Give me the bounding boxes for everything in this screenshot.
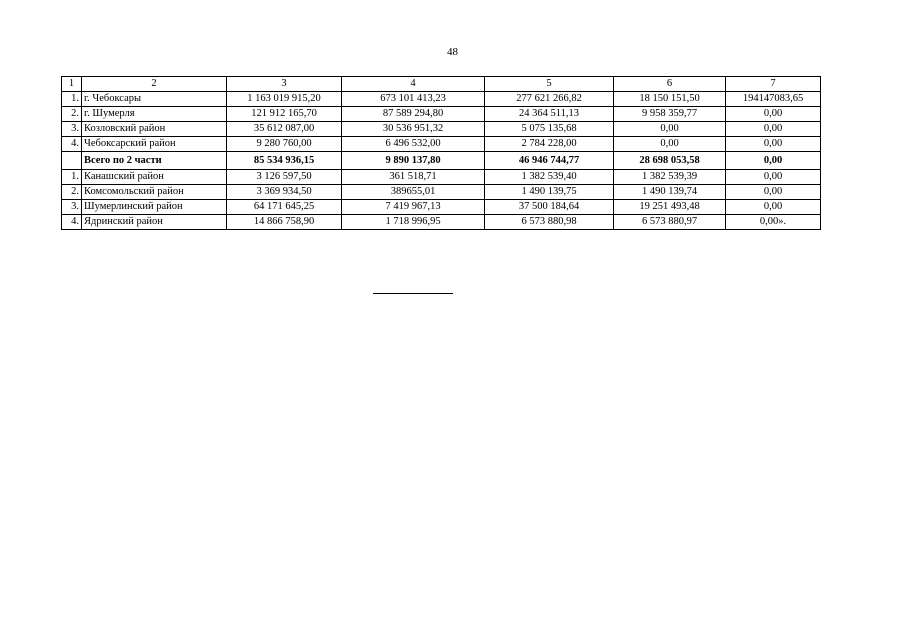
- cell-col5: 277 621 266,82: [485, 92, 614, 107]
- cell-col4: 6 496 532,00: [342, 137, 485, 152]
- cell-col5: 2 784 228,00: [485, 137, 614, 152]
- cell-col6: 0,00: [614, 137, 726, 152]
- cell-col5: 5 075 135,68: [485, 122, 614, 137]
- table-header-row: [62, 77, 821, 92]
- cell-col6: 9 958 359,77: [614, 107, 726, 122]
- cell-col4: 673 101 413,23: [342, 92, 485, 107]
- total-label: Всего по 2 части: [82, 152, 227, 170]
- total-col4: 9 890 137,80: [342, 152, 485, 170]
- table-row: [62, 185, 821, 200]
- row-number: 2.: [62, 185, 82, 200]
- cell-col3: 14 866 758,90: [227, 215, 342, 230]
- cell-col6: 19 251 493,48: [614, 200, 726, 215]
- column-header: 5: [485, 77, 614, 92]
- row-number: 1.: [62, 92, 82, 107]
- cell-col6: 1 382 539,39: [614, 170, 726, 185]
- budget-table: [61, 76, 821, 230]
- column-header: 1: [62, 77, 82, 92]
- row-number: 4.: [62, 215, 82, 230]
- column-header: 2: [82, 77, 227, 92]
- row-number: [62, 152, 82, 170]
- cell-col3: 35 612 087,00: [227, 122, 342, 137]
- total-col5: 46 946 744,77: [485, 152, 614, 170]
- cell-col4: 30 536 951,32: [342, 122, 485, 137]
- cell-col7: 0,00: [726, 185, 821, 200]
- row-name: Чебоксарский район: [82, 137, 227, 152]
- cell-col3: 64 171 645,25: [227, 200, 342, 215]
- page-number: 48: [447, 46, 458, 58]
- column-header: 7: [726, 77, 821, 92]
- cell-col3: 9 280 760,00: [227, 137, 342, 152]
- cell-col5: 37 500 184,64: [485, 200, 614, 215]
- table-row: [62, 122, 821, 137]
- total-col3: 85 534 936,15: [227, 152, 342, 170]
- row-number: 2.: [62, 107, 82, 122]
- row-number: 1.: [62, 170, 82, 185]
- row-name: Ядринский район: [82, 215, 227, 230]
- row-number: 3.: [62, 122, 82, 137]
- cell-col7: 0,00: [726, 200, 821, 215]
- cell-col4: 87 589 294,80: [342, 107, 485, 122]
- cell-col6: 18 150 151,50: [614, 92, 726, 107]
- cell-col4: 1 718 996,95: [342, 215, 485, 230]
- cell-col6: 6 573 880,97: [614, 215, 726, 230]
- column-header: 3: [227, 77, 342, 92]
- row-name: Комсомольский район: [82, 185, 227, 200]
- row-number: 3.: [62, 200, 82, 215]
- cell-col5: 1 382 539,40: [485, 170, 614, 185]
- column-header: 4: [342, 77, 485, 92]
- end-separator-line: [373, 293, 453, 294]
- cell-col4: 361 518,71: [342, 170, 485, 185]
- table-row: [62, 92, 821, 107]
- cell-col4: 7 419 967,13: [342, 200, 485, 215]
- cell-col5: 24 364 511,13: [485, 107, 614, 122]
- row-name: г. Чебоксары: [82, 92, 227, 107]
- row-name: Шумерлинский район: [82, 200, 227, 215]
- cell-col4: 389655,01: [342, 185, 485, 200]
- cell-col5: 1 490 139,75: [485, 185, 614, 200]
- row-name: Козловский район: [82, 122, 227, 137]
- table-row: [62, 200, 821, 215]
- cell-col7: 0,00».: [726, 215, 821, 230]
- column-header: 6: [614, 77, 726, 92]
- cell-col7: 0,00: [726, 170, 821, 185]
- cell-col7: 0,00: [726, 122, 821, 137]
- cell-col3: 3 126 597,50: [227, 170, 342, 185]
- table-row: [62, 107, 821, 122]
- cell-col7: 0,00: [726, 107, 821, 122]
- total-col7: 0,00: [726, 152, 821, 170]
- row-number: 4.: [62, 137, 82, 152]
- cell-col5: 6 573 880,98: [485, 215, 614, 230]
- table-row: [62, 215, 821, 230]
- table-row: [62, 170, 821, 185]
- row-name: г. Шумерля: [82, 107, 227, 122]
- cell-col3: 1 163 019 915,20: [227, 92, 342, 107]
- cell-col3: 121 912 165,70: [227, 107, 342, 122]
- row-name: Канашский район: [82, 170, 227, 185]
- total-row: [62, 152, 821, 170]
- cell-col6: 1 490 139,74: [614, 185, 726, 200]
- cell-col3: 3 369 934,50: [227, 185, 342, 200]
- total-col6: 28 698 053,58: [614, 152, 726, 170]
- cell-col6: 0,00: [614, 122, 726, 137]
- cell-col7: 0,00: [726, 137, 821, 152]
- table-row: [62, 137, 821, 152]
- cell-col7: 194147083,65: [726, 92, 821, 107]
